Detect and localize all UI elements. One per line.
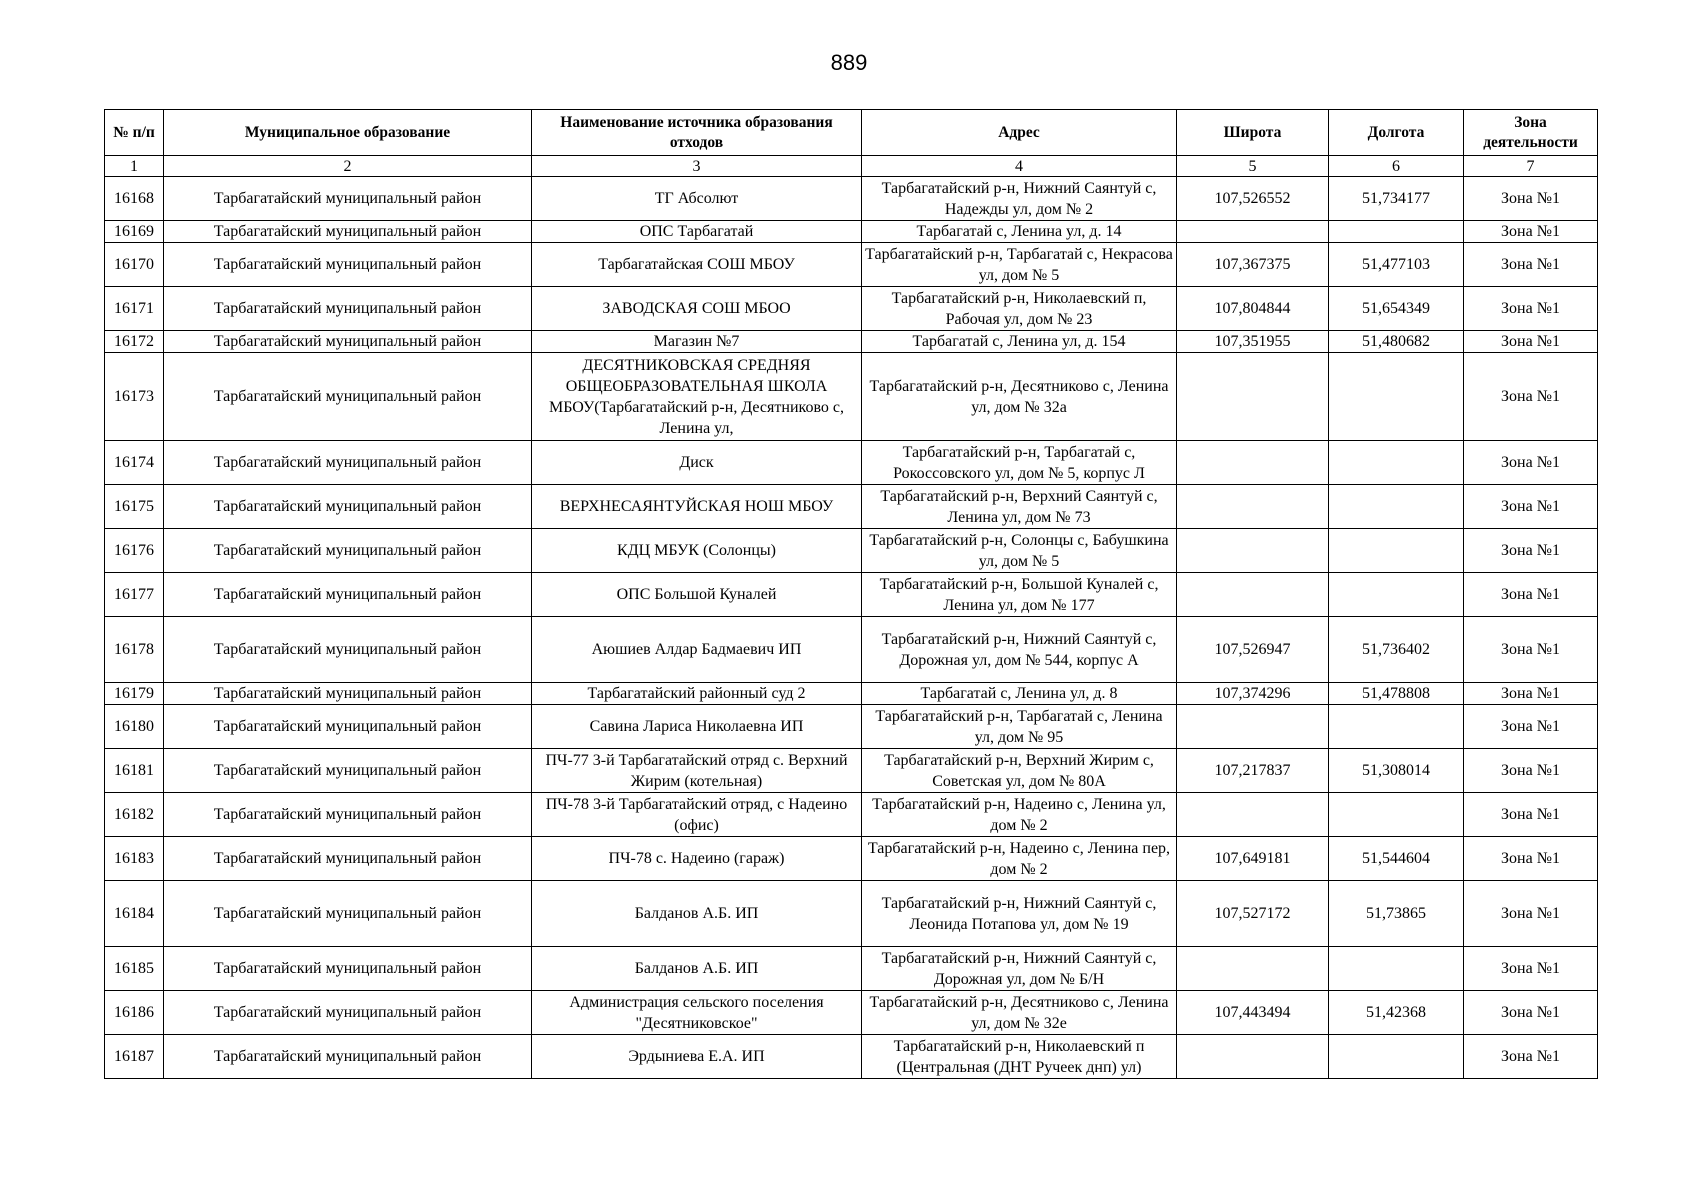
cell-municipality: Тарбагатайский муниципальный район: [164, 331, 532, 353]
cell-longitude: 51,480682: [1329, 331, 1464, 353]
header-source: Наименование источника образования отходов: [532, 110, 862, 156]
cell-longitude: [1329, 1035, 1464, 1079]
cell-source: КДЦ МБУК (Солонцы): [532, 529, 862, 573]
cell-source: ОПС Тарбагатай: [532, 221, 862, 243]
cell-source: Эрдыниева Е.А. ИП: [532, 1035, 862, 1079]
cell-source: ПЧ-77 3-й Тарбагатайский отряд с. Верхний Жирим (котельная): [532, 749, 862, 793]
header-address: Адрес: [862, 110, 1177, 156]
cell-municipality: Тарбагатайский муниципальный район: [164, 617, 532, 683]
cell-source: ПЧ-78 с. Надеино (гараж): [532, 837, 862, 881]
cell-latitude: 107,351955: [1177, 331, 1329, 353]
cell-longitude: 51,736402: [1329, 617, 1464, 683]
cell-longitude: 51,478808: [1329, 683, 1464, 705]
cell-municipality: Тарбагатайский муниципальный район: [164, 485, 532, 529]
cell-zone: Зона №1: [1464, 353, 1598, 441]
cell-municipality: Тарбагатайский муниципальный район: [164, 947, 532, 991]
cell-address: Тарбагатайский р-н, Надеино с, Ленина пер, дом № 2: [862, 837, 1177, 881]
cell-longitude: [1329, 529, 1464, 573]
cell-zone: Зона №1: [1464, 881, 1598, 947]
cell-num: 16182: [105, 793, 164, 837]
cell-address: Тарбагатайский р-н, Верхний Жирим с, Советская ул, дом № 80А: [862, 749, 1177, 793]
cell-longitude: [1329, 793, 1464, 837]
cell-source: ДЕСЯТНИКОВСКАЯ СРЕДНЯЯ ОБЩЕОБРАЗОВАТЕЛЬНАЯ ШКОЛА МБОУ(Тарбагатайский р-н, Десятниково с, Ленина ул,: [532, 353, 862, 441]
cell-latitude: [1177, 221, 1329, 243]
cell-zone: Зона №1: [1464, 683, 1598, 705]
cell-municipality: Тарбагатайский муниципальный район: [164, 705, 532, 749]
cell-municipality: Тарбагатайский муниципальный район: [164, 793, 532, 837]
cell-num: 16176: [105, 529, 164, 573]
cell-latitude: 107,443494: [1177, 991, 1329, 1035]
page-number: 889: [830, 50, 868, 75]
cell-municipality: Тарбагатайский муниципальный район: [164, 881, 532, 947]
cell-municipality: Тарбагатайский муниципальный район: [164, 991, 532, 1035]
cell-latitude: [1177, 793, 1329, 837]
cell-latitude: 107,374296: [1177, 683, 1329, 705]
column-number: 1: [105, 156, 164, 177]
cell-zone: Зона №1: [1464, 177, 1598, 221]
cell-source: Диск: [532, 441, 862, 485]
cell-address: Тарбагатайский р-н, Нижний Саянтуй с, Дорожная ул, дом № 544, корпус А: [862, 617, 1177, 683]
cell-zone: Зона №1: [1464, 243, 1598, 287]
cell-source: ЗАВОДСКАЯ СОШ МБОО: [532, 287, 862, 331]
cell-address: Тарбагатайский р-н, Нижний Саянтуй с, Дорожная ул, дом № Б/Н: [862, 947, 1177, 991]
table-row: [105, 837, 1598, 881]
header-num: № п/п: [105, 110, 164, 156]
cell-municipality: Тарбагатайский муниципальный район: [164, 243, 532, 287]
cell-zone: Зона №1: [1464, 947, 1598, 991]
header-longitude: Долгота: [1329, 110, 1464, 156]
column-number: 4: [862, 156, 1177, 177]
table-row: [105, 705, 1598, 749]
cell-zone: Зона №1: [1464, 837, 1598, 881]
cell-address: Тарбагатайский р-н, Верхний Саянтуй с, Ленина ул, дом № 73: [862, 485, 1177, 529]
cell-address: Тарбагатайский р-н, Нижний Саянтуй с, Леонида Потапова ул, дом № 19: [862, 881, 1177, 947]
cell-num: 16169: [105, 221, 164, 243]
cell-address: Тарбагатай с, Ленина ул, д. 154: [862, 331, 1177, 353]
cell-municipality: Тарбагатайский муниципальный район: [164, 683, 532, 705]
cell-longitude: [1329, 485, 1464, 529]
cell-address: Тарбагатайский р-н, Солонцы с, Бабушкина ул, дом № 5: [862, 529, 1177, 573]
cell-source: ПЧ-78 3-й Тарбагатайский отряд, с Надеино (офис): [532, 793, 862, 837]
table-row: [105, 881, 1598, 947]
table-row: [105, 1035, 1598, 1079]
column-number: 5: [1177, 156, 1329, 177]
cell-address: Тарбагатайский р-н, Николаевский п (Центральная (ДНТ Ручеек днп) ул): [862, 1035, 1177, 1079]
cell-longitude: [1329, 353, 1464, 441]
cell-municipality: Тарбагатайский муниципальный район: [164, 837, 532, 881]
cell-address: Тарбагатайский р-н, Десятниково с, Ленина ул, дом № 32а: [862, 353, 1177, 441]
header-row: [105, 110, 1598, 156]
cell-num: 16168: [105, 177, 164, 221]
table-row: [105, 243, 1598, 287]
cell-num: 16183: [105, 837, 164, 881]
column-number: 2: [164, 156, 532, 177]
table-row: [105, 441, 1598, 485]
cell-zone: Зона №1: [1464, 991, 1598, 1035]
cell-num: 16177: [105, 573, 164, 617]
waste-sources-table: [104, 109, 1598, 1079]
cell-zone: Зона №1: [1464, 705, 1598, 749]
cell-longitude: [1329, 221, 1464, 243]
cell-num: 16179: [105, 683, 164, 705]
cell-address: Тарбагатайский р-н, Тарбагатай с, Рокоссовского ул, дом № 5, корпус Л: [862, 441, 1177, 485]
cell-zone: Зона №1: [1464, 331, 1598, 353]
column-number: 3: [532, 156, 862, 177]
cell-zone: Зона №1: [1464, 287, 1598, 331]
cell-address: Тарбагатайский р-н, Николаевский п, Рабочая ул, дом № 23: [862, 287, 1177, 331]
cell-num: 16185: [105, 947, 164, 991]
cell-longitude: 51,734177: [1329, 177, 1464, 221]
cell-source: Балданов А.Б. ИП: [532, 947, 862, 991]
cell-num: 16172: [105, 331, 164, 353]
cell-source: ОПС Большой Куналей: [532, 573, 862, 617]
cell-num: 16173: [105, 353, 164, 441]
cell-longitude: [1329, 705, 1464, 749]
cell-zone: Зона №1: [1464, 485, 1598, 529]
table-row: [105, 485, 1598, 529]
header-zone: Зона деятельности: [1464, 110, 1598, 156]
table-row: [105, 287, 1598, 331]
cell-latitude: [1177, 529, 1329, 573]
cell-longitude: [1329, 573, 1464, 617]
cell-address: Тарбагатайский р-н, Большой Куналей с, Ленина ул, дом № 177: [862, 573, 1177, 617]
cell-municipality: Тарбагатайский муниципальный район: [164, 529, 532, 573]
cell-num: 16170: [105, 243, 164, 287]
cell-source: Тарбагатайский районный суд 2: [532, 683, 862, 705]
cell-longitude: 51,308014: [1329, 749, 1464, 793]
cell-num: 16174: [105, 441, 164, 485]
cell-municipality: Тарбагатайский муниципальный район: [164, 573, 532, 617]
cell-address: Тарбагатай с, Ленина ул, д. 8: [862, 683, 1177, 705]
cell-zone: Зона №1: [1464, 793, 1598, 837]
table-row: [105, 793, 1598, 837]
table-row: [105, 749, 1598, 793]
cell-latitude: [1177, 485, 1329, 529]
cell-address: Тарбагатайский р-н, Надеино с, Ленина ул, дом № 2: [862, 793, 1177, 837]
cell-municipality: Тарбагатайский муниципальный район: [164, 221, 532, 243]
cell-source: ТГ Абсолют: [532, 177, 862, 221]
cell-municipality: Тарбагатайский муниципальный район: [164, 287, 532, 331]
cell-latitude: 107,804844: [1177, 287, 1329, 331]
cell-municipality: Тарбагатайский муниципальный район: [164, 177, 532, 221]
cell-address: Тарбагатай с, Ленина ул, д. 14: [862, 221, 1177, 243]
cell-latitude: 107,526552: [1177, 177, 1329, 221]
cell-longitude: 51,654349: [1329, 287, 1464, 331]
cell-source: Магазин №7: [532, 331, 862, 353]
cell-num: 16171: [105, 287, 164, 331]
cell-municipality: Тарбагатайский муниципальный район: [164, 749, 532, 793]
table-row: [105, 529, 1598, 573]
cell-source: Балданов А.Б. ИП: [532, 881, 862, 947]
cell-longitude: 51,73865: [1329, 881, 1464, 947]
header-municipality: Муниципальное образование: [164, 110, 532, 156]
cell-municipality: Тарбагатайский муниципальный район: [164, 1035, 532, 1079]
cell-source: Администрация сельского поселения "Десятниковское": [532, 991, 862, 1035]
cell-source: Савина Лариса Николаевна ИП: [532, 705, 862, 749]
table-row: [105, 617, 1598, 683]
cell-num: 16187: [105, 1035, 164, 1079]
cell-zone: Зона №1: [1464, 617, 1598, 683]
cell-latitude: 107,649181: [1177, 837, 1329, 881]
cell-num: 16181: [105, 749, 164, 793]
cell-address: Тарбагатайский р-н, Тарбагатай с, Ленина ул, дом № 95: [862, 705, 1177, 749]
table-row: [105, 221, 1598, 243]
table-row: [105, 177, 1598, 221]
cell-latitude: [1177, 353, 1329, 441]
cell-municipality: Тарбагатайский муниципальный район: [164, 441, 532, 485]
cell-longitude: 51,42368: [1329, 991, 1464, 1035]
column-numbers-row: [105, 156, 1598, 177]
cell-municipality: Тарбагатайский муниципальный район: [164, 353, 532, 441]
cell-zone: Зона №1: [1464, 529, 1598, 573]
cell-address: Тарбагатайский р-н, Десятниково с, Ленина ул, дом № 32е: [862, 991, 1177, 1035]
cell-address: Тарбагатайский р-н, Тарбагатай с, Некрасова ул, дом № 5: [862, 243, 1177, 287]
cell-zone: Зона №1: [1464, 573, 1598, 617]
cell-longitude: [1329, 947, 1464, 991]
cell-longitude: 51,477103: [1329, 243, 1464, 287]
cell-zone: Зона №1: [1464, 221, 1598, 243]
cell-source: Тарбагатайская СОШ МБОУ: [532, 243, 862, 287]
cell-num: 16184: [105, 881, 164, 947]
cell-latitude: [1177, 705, 1329, 749]
table-row: [105, 683, 1598, 705]
cell-num: 16186: [105, 991, 164, 1035]
cell-address: Тарбагатайский р-н, Нижний Саянтуй с, Надежды ул, дом № 2: [862, 177, 1177, 221]
cell-latitude: 107,527172: [1177, 881, 1329, 947]
header-latitude: Широта: [1177, 110, 1329, 156]
table-row: [105, 353, 1598, 441]
table-row: [105, 573, 1598, 617]
cell-latitude: 107,217837: [1177, 749, 1329, 793]
cell-source: ВЕРХНЕСАЯНТУЙСКАЯ НОШ МБОУ: [532, 485, 862, 529]
cell-latitude: 107,367375: [1177, 243, 1329, 287]
column-number: 6: [1329, 156, 1464, 177]
cell-num: 16175: [105, 485, 164, 529]
cell-longitude: 51,544604: [1329, 837, 1464, 881]
cell-source: Аюшиев Алдар Бадмаевич ИП: [532, 617, 862, 683]
table-row: [105, 947, 1598, 991]
cell-num: 16178: [105, 617, 164, 683]
cell-latitude: [1177, 573, 1329, 617]
table-row: [105, 331, 1598, 353]
cell-latitude: 107,526947: [1177, 617, 1329, 683]
cell-latitude: [1177, 1035, 1329, 1079]
cell-latitude: [1177, 441, 1329, 485]
cell-latitude: [1177, 947, 1329, 991]
cell-num: 16180: [105, 705, 164, 749]
cell-longitude: [1329, 441, 1464, 485]
cell-zone: Зона №1: [1464, 441, 1598, 485]
column-number: 7: [1464, 156, 1598, 177]
cell-zone: Зона №1: [1464, 1035, 1598, 1079]
cell-zone: Зона №1: [1464, 749, 1598, 793]
table-row: [105, 991, 1598, 1035]
